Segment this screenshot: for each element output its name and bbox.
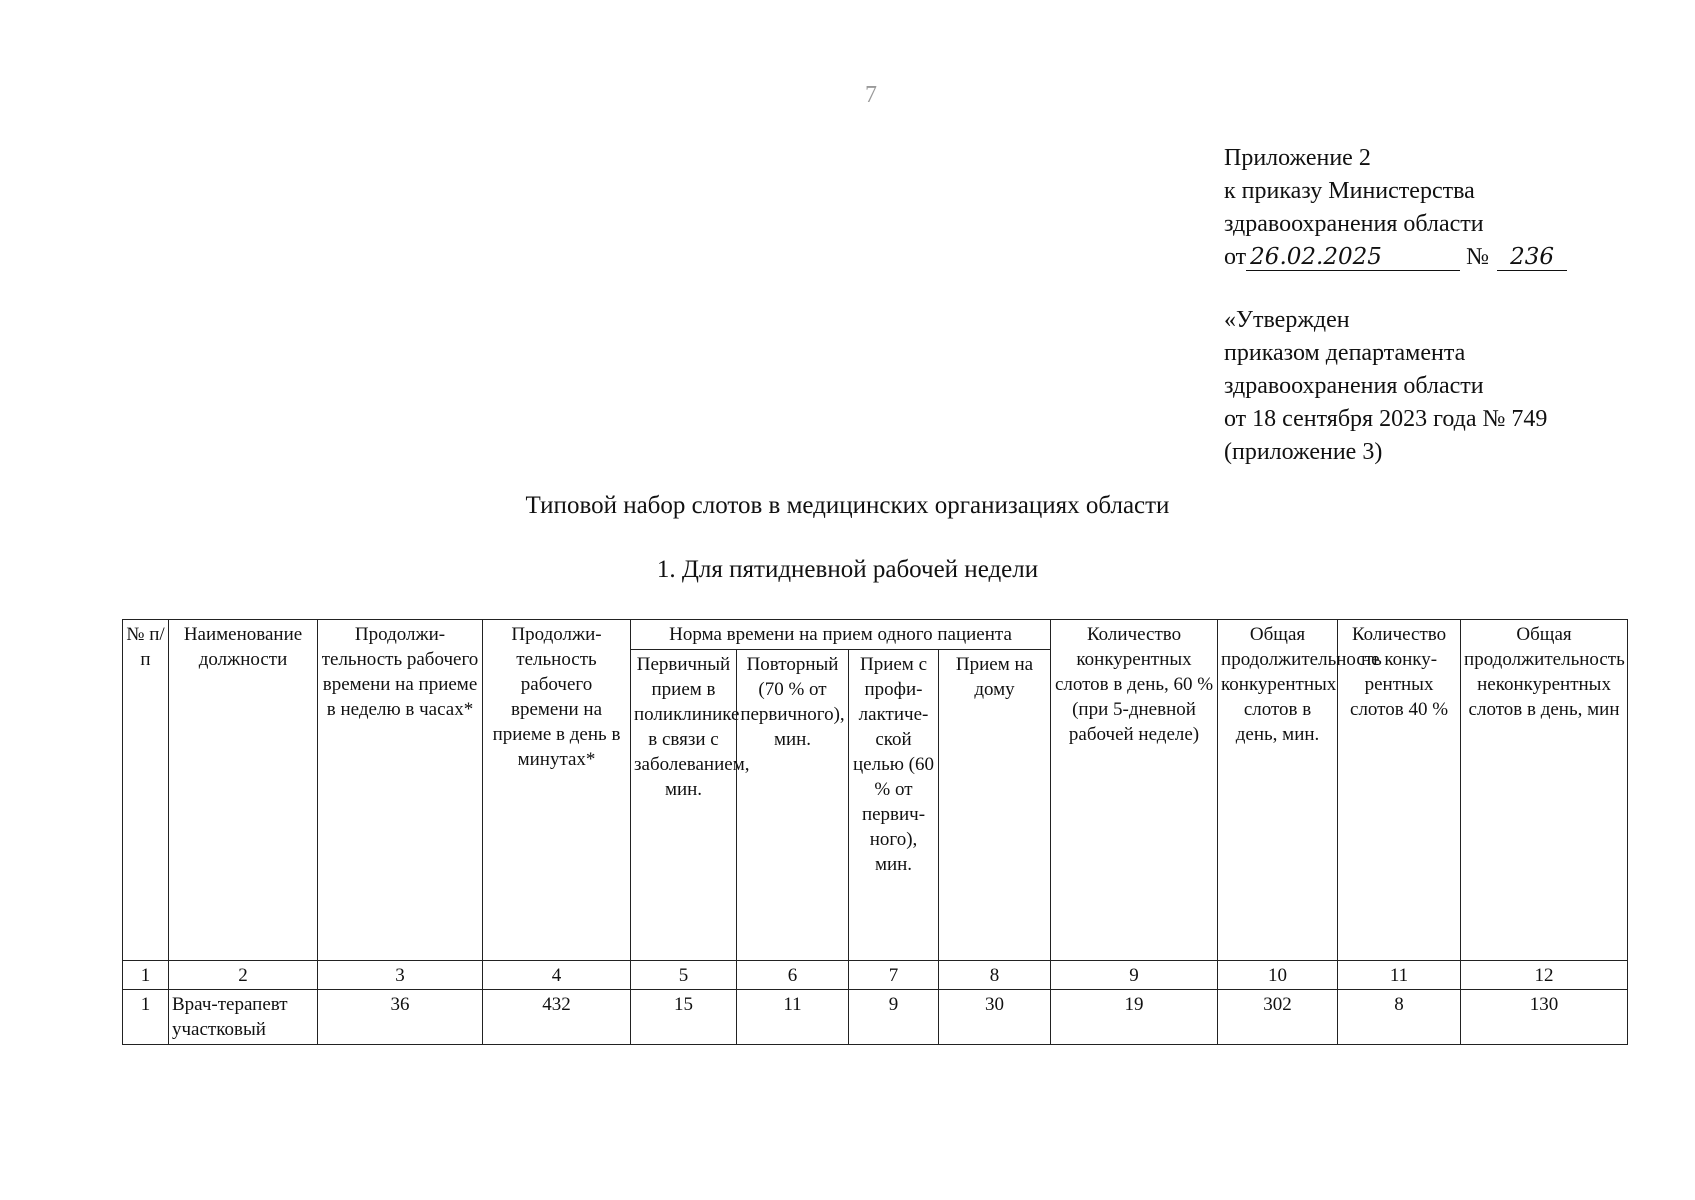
column-number: 11 (1338, 961, 1461, 990)
header-number: № п/п (123, 620, 169, 961)
appendix-line: Приложение 2 (1224, 145, 1371, 171)
handwritten-date: 26.02.2025 (1246, 244, 1460, 271)
handwritten-number: 236 (1497, 244, 1567, 271)
appendix-block (1224, 142, 1567, 274)
approved-line: «Утвержден (1224, 307, 1350, 333)
cell-repeat: 11 (737, 990, 849, 1045)
appendix-line: к приказу Министерства (1224, 178, 1475, 204)
column-number: 9 (1051, 961, 1218, 990)
cell-minutes-day: 432 (483, 990, 631, 1045)
cell-competitive-total: 302 (1218, 990, 1338, 1045)
header-hours-week: Продолжи-тельность рабочего времени на приеме в неделю в часах* (318, 620, 483, 961)
header-noncompetitive-total: Общая продолжительность неконкурентных слотов в день, мин (1461, 620, 1628, 961)
approved-block (1224, 304, 1547, 469)
column-number: 7 (849, 961, 939, 990)
approved-line: от 18 сентября 2023 года № 749 (1224, 406, 1548, 432)
number-prefix: № (1466, 244, 1490, 270)
header-noncompetitive-count: Количество не конку-рентных слотов 40 % (1338, 620, 1461, 961)
header-position: Наименование должности (169, 620, 318, 961)
cell-home: 30 (939, 990, 1051, 1045)
column-number: 6 (737, 961, 849, 990)
table-row (123, 990, 1628, 1045)
header-norm-group: Норма времени на прием одного пациента (631, 620, 1051, 650)
cell-primary: 15 (631, 990, 737, 1045)
document-title: Типовой набор слотов в медицинских организациях области (525, 492, 1170, 519)
section-title: 1. Для пятидневной рабочей недели (656, 556, 1039, 583)
cell-preventive: 9 (849, 990, 939, 1045)
header-competitive-total: Общая продолжительность конкурентных слотов в день, мин. (1218, 620, 1338, 961)
column-number: 1 (123, 961, 169, 990)
header-home: Прием на дому (939, 650, 1051, 961)
column-number: 8 (939, 961, 1051, 990)
header-competitive-count: Количество конкурентных слотов в день, 60 % (при 5-дневной рабочей неделе) (1051, 620, 1218, 961)
cell-hours-week: 36 (318, 990, 483, 1045)
column-number: 10 (1218, 961, 1338, 990)
column-number-row (123, 961, 1628, 990)
column-number: 5 (631, 961, 737, 990)
approved-line: здравоохранения области (1224, 373, 1484, 399)
approved-line: (приложение 3) (1224, 439, 1383, 465)
page-number: 7 (865, 82, 877, 108)
column-number: 3 (318, 961, 483, 990)
header-preventive: Прием с профи-лактиче-ской целью (60 % от первич-ного), мин. (849, 650, 939, 961)
column-number: 4 (483, 961, 631, 990)
cell-competitive-count: 19 (1051, 990, 1218, 1045)
cell-noncompetitive-total: 130 (1461, 990, 1628, 1045)
approved-line: приказом департамента (1224, 340, 1466, 366)
order-date-number-line (1224, 241, 1567, 274)
column-number: 2 (169, 961, 318, 990)
slots-table (122, 619, 1628, 1045)
cell-number: 1 (123, 990, 169, 1045)
column-number: 12 (1461, 961, 1628, 990)
appendix-line: здравоохранения области (1224, 211, 1484, 237)
from-prefix: от (1224, 244, 1247, 270)
header-primary: Первичный прием в поликлинике в связи с заболеванием, мин. (631, 650, 737, 961)
cell-noncompetitive-count: 8 (1338, 990, 1461, 1045)
header-minutes-day: Продолжи-тельность рабочего времени на приеме в день в минутах* (483, 620, 631, 961)
header-repeat: Повторный (70 % от первичного), мин. (737, 650, 849, 961)
cell-position: Врач-терапевт участковый (169, 990, 318, 1045)
